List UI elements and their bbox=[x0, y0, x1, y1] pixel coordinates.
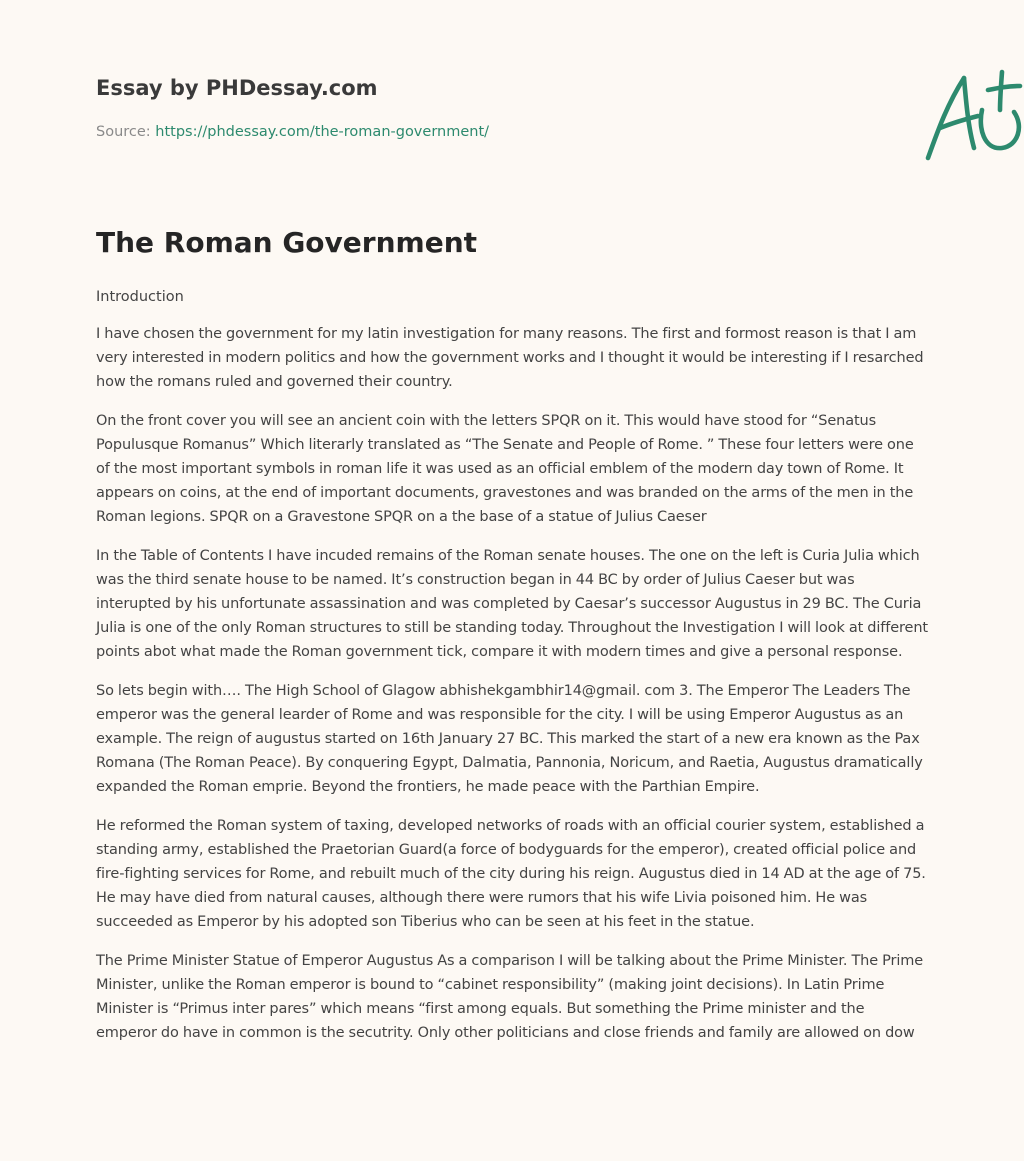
essay-body bbox=[96, 286, 928, 1059]
essay-title: The Roman Government bbox=[96, 226, 478, 259]
paragraph-6: The Prime Minister Statue of Emperor Augustus As a comparison I will be talking about the Prime Minister. The Prime Minister, unlike the Roman emperor is bound to “cabinet responsibility” (making joint decisions). In Latin Prime Minister is “Primus inter pares” which means “first among equals. But something the Prime minister and the emperor do have in common is the secutrity. Only other politicians and close friends and family are allowed on dow bbox=[96, 952, 924, 1042]
source-label: Source: bbox=[96, 124, 151, 140]
site-title: Essay by PHDessay.com bbox=[96, 76, 378, 100]
paragraph-2: On the front cover you will see an ancient coin with the letters SPQR on it. This would have stood for “Senatus Populusque Romanus” Which literarly translated as “The Senate and People of Rome. ” These four letters were one of the most important symbols in roman life it was used as an official emblem of the modern day town of Rome. It appears on coins, at the end of important documents, gravestones and was branded on the arms of the men in the Roman legions. SPQR on a Gravestone SPQR on a the base of a statue of Julius Caeser bbox=[96, 412, 914, 526]
source-link[interactable]: https://phdessay.com/the-roman-government/ bbox=[155, 124, 490, 140]
paragraph-1: I have chosen the government for my latin investigation for many reasons. The first and formost reason is that I am very interested in modern politics and how the government works and I thought it would be interesting if I resarched how the romans ruled and governed their country. bbox=[96, 326, 924, 391]
paragraph-4: So lets begin with…. The High School of Glagow abhishekgambhir14@gmail. com 3. The Emperor The Leaders The emperor was the general learder of Rome and was responsible for the city. I will be using Emperor Augustus as an example. The reign of augustus started on 16th January 27 BC. This marked the start of a new era known as the Pax Romana (The Roman Peace). By conquering Egypt, Dalmatia, Pannonia, Noricum, and Raetia, Augustus dramatically expanded the Roman emprie. Beyond the frontiers, he made peace with the Parthian Empire. bbox=[96, 682, 923, 796]
paragraph-3: In the Table of Contents I have incuded remains of the Roman senate houses. The one on the left is Curia Julia which was the third senate house to be named. It’s construction began in 44 BC by order of Julius Caeser but was interupted by his unfortunate assassination and was completed by Caesar’s successor Augustus in 29 BC. The Curia Julia is one of the only Roman structures to still be standing today. Throughout the Investigation I will look at different points abot what made the Roman government tick, compare it with modern times and give a personal response. bbox=[96, 547, 928, 661]
a-plus-logo-icon bbox=[916, 66, 1024, 166]
section-label: Introduction bbox=[96, 289, 184, 305]
paragraph-5: He reformed the Roman system of taxing, developed networks of roads with an official courier system, established a standing army, established the Praetorian Guard(a force of bodyguards for the emperor), created official police and fire-fighting services for Rome, and rebuilt much of the city during his reign. Augustus died in 14 AD at the age of 75. He may have died from natural causes, although there were rumors that his wife Livia poisoned him. He was succeeded as Emperor by his adopted son Tiberius who can be seen at his feet in the statue. bbox=[96, 817, 926, 931]
source-line bbox=[96, 124, 489, 140]
